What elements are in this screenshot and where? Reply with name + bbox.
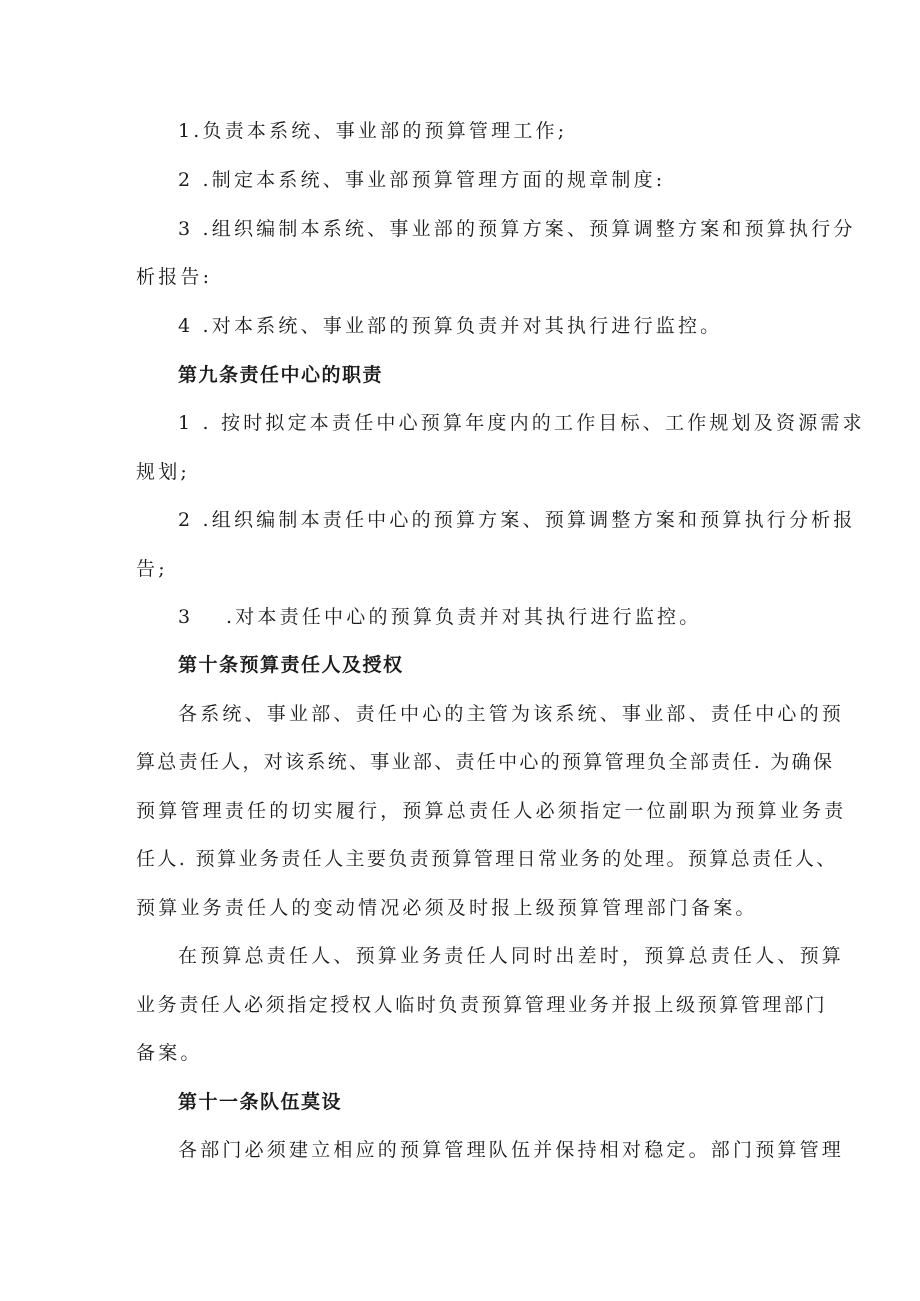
list-item-1-4: 4 .对本系统、事业部的预算负责并对其执行进行监控。 <box>178 315 723 337</box>
article-10-para-1-line3: 预算管理责任的切实履行，预算总责任人必须指定一位副职为预算业务责 <box>136 800 847 822</box>
article-9-item-2-line1: 2 .组织编制本责任中心的预算方案、预算调整方案和预算执行分析报 <box>178 509 856 531</box>
article-9-item-3-text: .对本责任中心的预算负责并对其执行进行监控。 <box>226 606 702 628</box>
article-10-heading: 第十条预算责任人及授权 <box>178 654 404 676</box>
article-10-para-1-line1: 各系统、事业部、责任中心的主管为该系统、事业部、责任中心的预 <box>178 703 845 725</box>
article-10-para-2-line3: 备案。 <box>136 1042 203 1064</box>
article-9-item-1-line2: 规划; <box>136 461 191 483</box>
article-11-para-1-line1: 各部门必须建立相应的预算管理队伍并保持相对稳定。部门预算管理 <box>178 1139 845 1161</box>
article-10-para-2-line1: 在预算总责任人、预算业务责任人同时出差时，预算总责任人、预算 <box>178 945 845 967</box>
article-9-item-2-line2: 告; <box>136 558 168 580</box>
article-11-heading: 第十一条队伍莫设 <box>178 1091 343 1113</box>
list-item-1-1: 1.负责本系统、事业部的预算管理工作; <box>178 120 568 142</box>
article-9-heading: 第九条责任中心的职责 <box>178 364 384 386</box>
list-item-1-2: 2 .制定本系统、事业部预算管理方面的规章制度: <box>178 169 666 191</box>
article-10-para-1-line5: 预算业务责任人的变动情况必须及时报上级预算管理部门备案。 <box>136 897 758 919</box>
article-9-item-1-line1: 1 . 按时拟定本责任中心预算年度内的工作目标、工作规划及资源需求 <box>178 412 865 434</box>
article-10-para-1-line2: 算总责任人，对该系统、事业部、责任中心的预算管理负全部责任. 为确保 <box>136 751 835 773</box>
list-item-1-3-line1: 3 .组织编制本系统、事业部的预算方案、预算调整方案和预算执行分 <box>178 218 856 240</box>
article-9-item-3-number: 3 <box>178 606 194 628</box>
article-10-para-1-line4: 任人. 预算业务责任人主要负责预算管理日常业务的处理。预算总责任人、 <box>136 848 838 870</box>
article-10-para-2-line2: 业务责任人必须指定授权人临时负责预算管理业务并报上级预算管理部门 <box>136 994 828 1016</box>
list-item-1-3-line2: 析报告: <box>136 266 213 288</box>
